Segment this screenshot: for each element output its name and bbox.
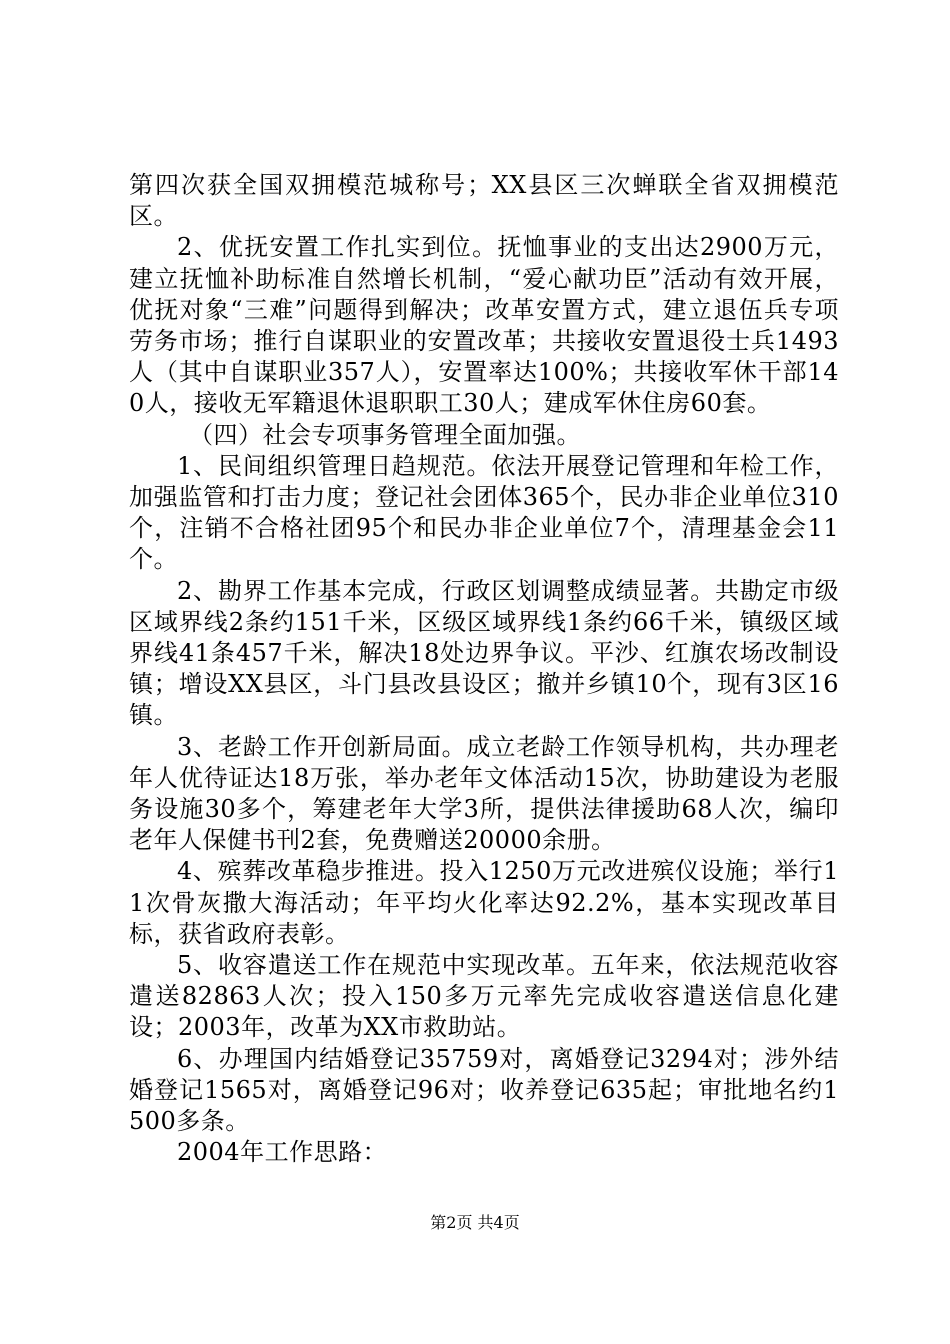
paragraph-funeral-reform: 4、殡葬改革稳步推进。投入1250万元改进殡仪设施；举行11次骨灰撒大海活动；年平均火化率达92.2%，基本实现改革目标，获省政府表彰。 (129, 857, 839, 948)
paragraph-continuation: 第四次获全国双拥模范城称号；XX县区三次蝉联全省双拥模范区。 (129, 171, 839, 231)
paragraph-registrations: 6、办理国内结婚登记35759对，离婚登记3294对；涉外结婚登记1565对，离婚登记96对；收养登记635起；审批地名约1500多条。 (129, 1044, 839, 1136)
paragraph-civil-organizations: 1、民间组织管理日趋规范。依法开展登记管理和年检工作，加强监管和打击力度；登记社会团体365个，民办非企业单位310个，注销不合格社团95个和民办非企业单位7个，清理基金会11个。 (129, 451, 839, 574)
paragraph-preferential-resettlement: 2、优抚安置工作扎实到位。抚恤事业的支出达2900万元，建立抚恤补助标准自然增长机制，“爱心献功臣”活动有效开展，优抚对象“三难”问题得到解决；改革安置方式，建立退伍兵专项劳务市场；推行自谋职业的安置改革；共接收安置退役士兵1493人（其中自谋职业357人），安置率达100%；共接收军休干部140人，接收无军籍退休退职职工30人；建成军休住房60套。 (129, 233, 839, 418)
paragraph-shelter-reform: 5、收容遣送工作在规范中实现改革。五年来，依法规范收容遣送82863人次；投入150多万元率先完成收容遣送信息化建设；2003年，改革为XX市救助站。 (129, 951, 839, 1042)
section-heading-social-affairs: （四）社会专项事务管理全面加强。 (189, 420, 581, 449)
page-number-footer: 第2页 共4页 (430, 1213, 520, 1232)
paragraph-boundary-survey: 2、勘界工作基本完成，行政区划调整成绩显著。共勘定市级区域界线2条约151千米，区级区域界线1条约66千米，镇级区域界线41条457千米，解决18处边界争议。平沙、红旗农场改制设镇；增设XX县区，斗门县改县设区；撤并乡镇10个，现有3区16镇。 (129, 576, 839, 730)
paragraph-2004-plan-heading: 2004年工作思路： (177, 1138, 388, 1167)
document-body (129, 170, 839, 1169)
paragraph-elderly-work: 3、老龄工作开创新局面。成立老龄工作领导机构，共办理老年人优待证达18万张，举办老年文体活动15次，协助建设为老服务设施30多个，筹建老年大学3所，提供法律援助68人次，编印老年人保健书刊2套，免费赠送20000余册。 (129, 732, 839, 855)
